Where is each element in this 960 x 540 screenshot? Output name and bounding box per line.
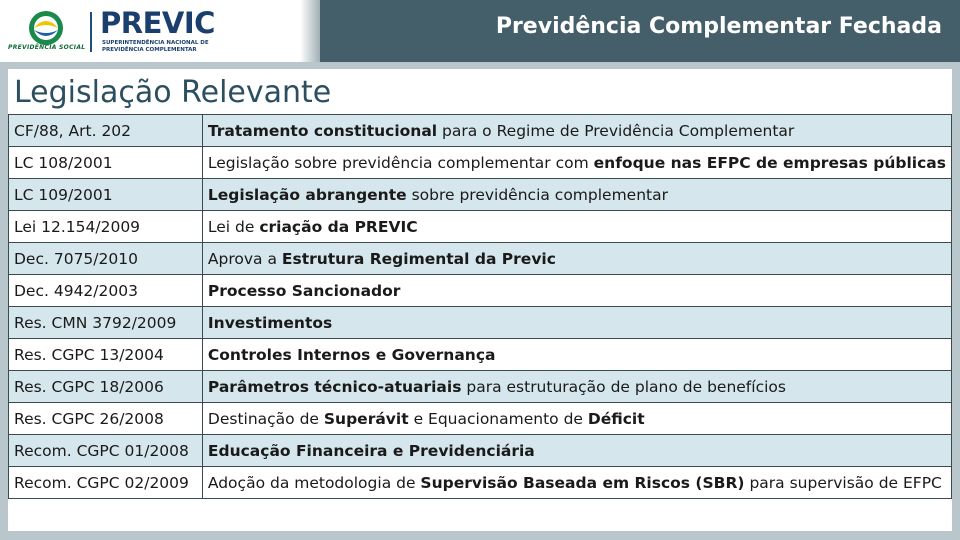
previc-logo-sub-line-1: SUPERINTENDÊNCIA NACIONAL DE (102, 40, 209, 46)
norm-cell: LC 109/2001 (9, 179, 203, 211)
header-bar (0, 0, 960, 62)
content-panel (8, 69, 952, 531)
description-segment: Legislação abrangente (207, 185, 407, 204)
table-row (9, 435, 952, 467)
description-segment: Legislação sobre previdência complementar com (207, 153, 594, 172)
table-row (9, 371, 952, 403)
norm-cell: Res. CGPC 18/2006 (9, 371, 203, 403)
description-segment: enfoque nas EFPC de empresas públicas (593, 153, 946, 172)
description-cell (202, 275, 951, 307)
previc-logo-subtitle (102, 40, 209, 54)
description-segment: Supervisão Baseada em Riscos (SBR) (420, 473, 745, 492)
description-segment: Parâmetros técnico-atuariais (207, 377, 462, 396)
table-row (9, 307, 952, 339)
description-segment: para supervisão de EFPC (744, 473, 942, 492)
description-cell (202, 371, 951, 403)
table-row (9, 115, 952, 147)
description-cell (202, 115, 951, 147)
norm-cell: Dec. 7075/2010 (9, 243, 203, 275)
previc-logo-name: PREVIC (100, 6, 215, 40)
description-segment: para estruturação de plano de benefícios (461, 377, 786, 396)
table-row (9, 243, 952, 275)
table-row (9, 403, 952, 435)
description-segment: Processo Sancionador (207, 281, 401, 300)
description-cell (202, 243, 951, 275)
description-cell (202, 147, 951, 179)
previc-logo-sub-line-2: PREVIDÊNCIA COMPLEMENTAR (102, 47, 197, 53)
description-cell (202, 307, 951, 339)
description-segment: sobre previdência complementar (406, 185, 668, 204)
table-row (9, 179, 952, 211)
description-segment: criação da PREVIC (259, 217, 418, 236)
norm-cell: Recom. CGPC 02/2009 (9, 467, 203, 499)
description-segment: Aprova a (207, 249, 282, 268)
description-segment: Controles Internos e Governança (207, 345, 496, 364)
description-segment: Lei de (207, 217, 260, 236)
description-cell (202, 211, 951, 243)
previdencia-social-logo-text: PREVIDÊNCIA SOCIAL (8, 44, 86, 51)
table-row (9, 211, 952, 243)
description-segment: Educação Financeira e Previdenciária (207, 441, 535, 460)
logo-divider (90, 12, 92, 52)
description-segment: Tratamento constitucional (207, 121, 438, 140)
norm-cell: Res. CMN 3792/2009 (9, 307, 203, 339)
description-cell (202, 403, 951, 435)
description-segment: e Equacionamento de (408, 409, 588, 428)
norm-cell: CF/88, Art. 202 (9, 115, 203, 147)
header-title: Previdência Complementar Fechada (495, 14, 942, 39)
page-title: Legislação Relevante (14, 75, 332, 110)
description-segment: Destinação de (207, 409, 324, 428)
table-row (9, 339, 952, 371)
description-cell (202, 179, 951, 211)
description-segment: para o Regime de Previdência Complementar (437, 121, 795, 140)
norm-cell: Lei 12.154/2009 (9, 211, 203, 243)
table-row (9, 467, 952, 499)
description-cell (202, 339, 951, 371)
norm-cell: LC 108/2001 (9, 147, 203, 179)
description-cell (202, 435, 951, 467)
norm-cell: Res. CGPC 13/2004 (9, 339, 203, 371)
norm-cell: Recom. CGPC 01/2008 (9, 435, 203, 467)
description-cell (202, 467, 951, 499)
description-segment: Estrutura Regimental da Previc (281, 249, 556, 268)
description-segment: Déficit (587, 409, 645, 428)
description-segment: Investimentos (207, 313, 333, 332)
table-row (9, 275, 952, 307)
legislation-table (8, 114, 952, 499)
norm-cell: Res. CGPC 26/2008 (9, 403, 203, 435)
description-segment: Superávit (323, 409, 409, 428)
norm-cell: Dec. 4942/2003 (9, 275, 203, 307)
table-row (9, 147, 952, 179)
description-segment: Adoção da metodologia de (207, 473, 421, 492)
